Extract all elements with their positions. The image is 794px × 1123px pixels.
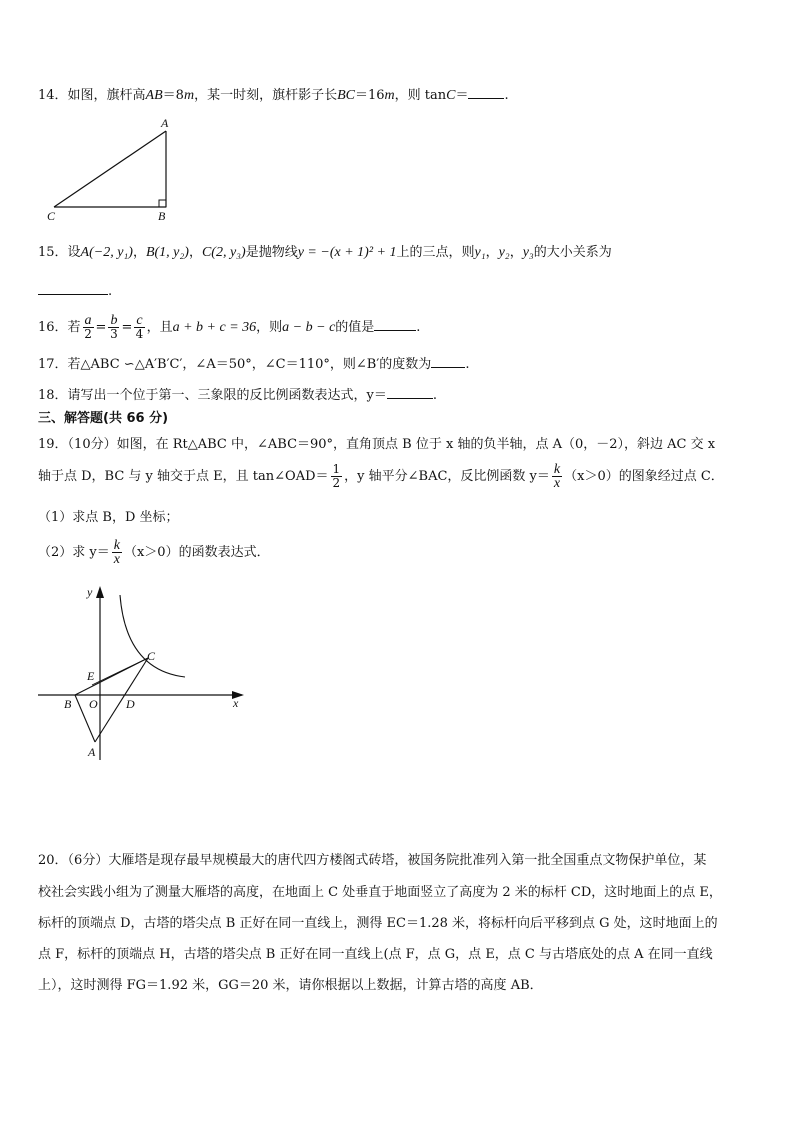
q14-answer-blank[interactable] [468, 84, 504, 99]
q15-y3: y₃ [522, 245, 534, 260]
fig19-label-d: D [126, 697, 135, 711]
q16-frac-b-num: b [110, 313, 118, 328]
q14-prefix: 14．如图，旗杆高 [38, 88, 146, 103]
q14-m1: m [183, 88, 195, 103]
q17-text: 17．若△ABC ∽△A′B′C′，∠A＝50°，∠C＝110°，则∠B′的度数为 [38, 357, 432, 372]
q15-comma2: ， [509, 245, 523, 260]
fig19-label-b: B [64, 697, 72, 711]
q14-ab: AB [145, 88, 163, 103]
q19-sub2b: （x＞0）的函数表达式． [123, 545, 270, 560]
q16-expr1: a + b + c = 36 [172, 320, 257, 335]
fig19-label-o: O [89, 697, 98, 711]
q15-mid: 是抛物线 [245, 245, 298, 260]
q19-frac-half [331, 463, 343, 490]
q16-frac-b-den: 3 [110, 327, 118, 341]
q16-frac-c-den: 4 [135, 327, 144, 341]
q15-sep2: ， [188, 245, 202, 260]
question-20-line-2: 校社会实践小组为了测量大雁塔的高度，在地面上 C 处垂直于地面竖立了高度为 2 米的标杆 CD，这时地面上的点 E， [38, 885, 722, 900]
q15-tail: 上的三点，则 [396, 245, 475, 260]
q16-frac-a-den: 2 [84, 327, 92, 341]
q19-line2c: （x＞0）的图象经过点 C． [564, 469, 724, 484]
question-14 [38, 84, 509, 106]
q18-text: 18．请写出一个位于第一、三象限的反比例函数表达式，y＝ [38, 388, 387, 403]
q16-frac-a [83, 314, 94, 341]
q15-y1: y₁ [474, 245, 486, 260]
fig19-label-c: C [147, 649, 156, 663]
q14-eq2: ＝16 [354, 88, 385, 103]
q15-comma1: ， [485, 245, 499, 260]
q15-point-c: C(2, y₃) [201, 245, 246, 260]
q15-line2-end: . [108, 284, 113, 299]
fig14-label-c: C [47, 209, 56, 223]
q14-eq1: ＝8 [162, 88, 184, 103]
q14-eq3: ＝ [455, 88, 469, 103]
question-19-line-2 [38, 462, 724, 492]
section-3-heading: 三、解答题(共 66 分) [38, 411, 169, 426]
q14-tail: ，则 tan [394, 88, 447, 103]
q18-end: . [432, 388, 438, 403]
q19-sub2a: （2）求 y＝ [38, 545, 110, 560]
q19-x: x [553, 476, 561, 491]
question-17 [38, 353, 469, 375]
q19-frac-k-x [552, 463, 562, 490]
q14-end: . [504, 88, 509, 103]
question-20-line-3: 标杆的顶端点 D，古塔的塔尖点 B 正好在同一直线上，测得 EC＝1.28 米，将标杆向后平移到点 G 处，这时地面上的 [38, 916, 718, 931]
q19-line2a: 轴于点 D，BC 与 y 轴交于点 E，且 tan∠OAD＝ [38, 469, 329, 484]
q16-expr2: a − b − c [282, 320, 336, 335]
q16-prefix: 16．若 [38, 320, 81, 335]
fig19-label-a: A [88, 745, 96, 759]
q15-point-a: A(−2, y₁) [80, 245, 133, 260]
q16-answer-blank[interactable] [374, 316, 416, 331]
q19-half-num: 1 [332, 462, 341, 476]
q14-bc: BC [337, 88, 355, 103]
q16-eq-a: = [95, 320, 107, 335]
fig14-right-angle-mark [159, 200, 166, 207]
q19-line2b: ，y 轴平分∠BAC，反比例函数 y＝ [344, 469, 550, 484]
q15-answer-blank[interactable] [38, 280, 108, 295]
fig19-label-x: x [233, 696, 239, 710]
q16-frac-c [134, 314, 144, 341]
fig14-label-a: A [161, 116, 169, 130]
q18-answer-blank[interactable] [387, 384, 433, 399]
fig14-hypotenuse [54, 131, 166, 207]
q15-end: 的大小关系为 [533, 245, 612, 260]
question-20-line-5: 上），这时测得 FG＝1.92 米，GG＝20 米，请你根据以上数据，计算古塔的高度 AB． [38, 978, 543, 993]
q14-c: C [446, 88, 456, 103]
q19-sub2-x: x [113, 552, 120, 567]
q17-answer-blank[interactable] [431, 353, 465, 368]
q14-m2: m [384, 88, 395, 103]
question-19-line-1: 19．（10分）如图，在 Rt△ABC 中，∠ABC＝90°，直角顶点 B 位于 x 轴的负半轴，点 A（0，－2），斜边 AC 交 x [38, 437, 716, 452]
q16-frac-c-num: c [136, 313, 143, 328]
question-15-answer-line [38, 280, 112, 302]
question-15 [38, 243, 612, 263]
q16-frac-a-num: a [84, 313, 92, 328]
q16-mid: ，且 [146, 320, 173, 335]
question-20-line-4: 点 F，标杆的顶端点 H，古塔的塔尖点 B 正好在同一直线上(点 F，点 G，点 E，点 C 与古塔底处的点 A 在同一直线 [38, 947, 713, 962]
q19-half-den: 2 [332, 476, 341, 490]
q19-sub2-frac [112, 539, 122, 566]
question-19-sub-1: （1）求点 B，D 坐标； [38, 510, 179, 525]
question-19-sub-2 [38, 538, 270, 568]
q17-end: . [465, 357, 470, 372]
question-20-line-1: 20．（6分）大雁塔是现存最早规模最大的唐代四方楼阁式砖塔，被国务院批准列入第一批全国重点文物保护单位，某 [38, 853, 707, 868]
q16-eq-b: = [121, 320, 133, 335]
question-16 [38, 314, 420, 342]
q16-mid2: ，则 [256, 320, 283, 335]
fig19-hyperbola [120, 595, 185, 677]
q14-mid: ，某一时刻，旗杆影子长 [194, 88, 338, 103]
figure-19-coordinate-plane [30, 580, 260, 765]
fig14-label-b: B [158, 209, 166, 223]
q16-tail: 的值是 [335, 320, 375, 335]
q16-end: . [416, 320, 421, 335]
q16-frac-b [108, 314, 119, 341]
figure-14-triangle [40, 115, 180, 225]
q15-parabola: y = −(x + 1)² + 1 [297, 245, 397, 260]
fig19-y-arrow-icon [96, 586, 104, 598]
fig19-label-e: E [87, 669, 95, 683]
q15-sep1: ， [132, 245, 146, 260]
question-18 [38, 384, 437, 406]
q19-k: k [553, 462, 561, 477]
q15-y2: y₂ [498, 245, 510, 260]
q15-prefix: 15．设 [38, 245, 81, 260]
q15-point-b: B(1, y₂) [145, 245, 189, 260]
q19-sub2-k: k [113, 538, 120, 553]
fig19-label-y: y [87, 585, 93, 599]
